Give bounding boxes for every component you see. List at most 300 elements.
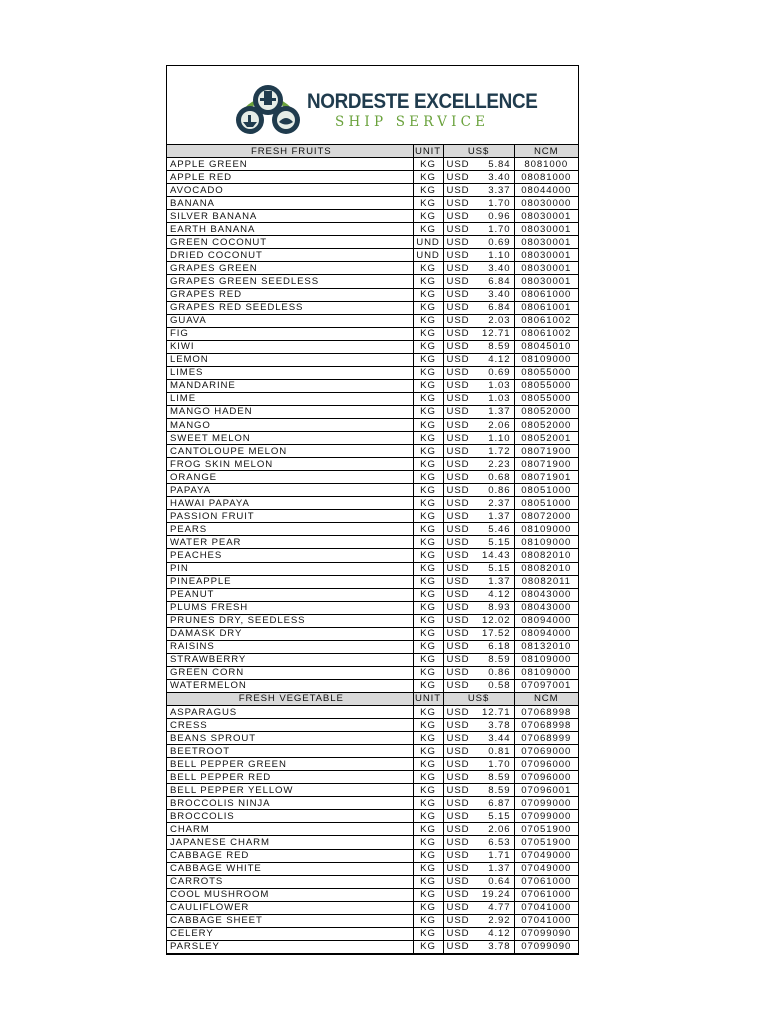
product-name: GRAPES GREEN SEEDLESS [167, 275, 413, 288]
product-ncm: 07068998 [514, 719, 578, 732]
product-unit: KG [413, 484, 443, 497]
product-unit: KG [413, 379, 443, 392]
product-price-cell [443, 353, 514, 366]
price-currency: USD [446, 510, 470, 522]
product-unit: KG [413, 497, 443, 510]
price-amount: 8.59 [488, 341, 511, 353]
table-row [167, 640, 578, 653]
product-name: GREEN COCONUT [167, 236, 413, 249]
product-name: CABBAGE RED [167, 849, 413, 862]
product-unit: KG [413, 184, 443, 197]
column-header-ncm: NCM [514, 692, 578, 705]
product-price-cell [443, 601, 514, 614]
price-currency: USD [446, 393, 470, 405]
product-ncm: 07099090 [514, 927, 578, 940]
price-amount: 1.70 [488, 223, 511, 235]
product-unit: KG [413, 445, 443, 458]
product-ncm: 07049000 [514, 862, 578, 875]
product-name: GUAVA [167, 314, 413, 327]
price-amount: 19.24 [481, 889, 511, 901]
product-unit: KG [413, 732, 443, 745]
price-amount: 1.10 [488, 249, 511, 261]
price-currency: USD [446, 784, 470, 796]
table-row [167, 418, 578, 431]
table-row [167, 197, 578, 210]
table-row [167, 288, 578, 301]
product-unit: KG [413, 171, 443, 184]
price-amount: 12.02 [481, 615, 511, 627]
price-amount: 14.43 [481, 549, 511, 561]
table-row [167, 223, 578, 236]
product-unit: KG [413, 327, 443, 340]
column-header-unit: UNIT [413, 145, 443, 158]
product-name: PEARS [167, 523, 413, 536]
table-row [167, 601, 578, 614]
product-ncm: 07097001 [514, 679, 578, 692]
product-unit: KG [413, 679, 443, 692]
product-name: GRAPES RED SEEDLESS [167, 301, 413, 314]
product-unit: KG [413, 888, 443, 901]
product-unit: KG [413, 927, 443, 940]
product-price-cell [443, 549, 514, 562]
table-row [167, 679, 578, 692]
price-currency: USD [446, 289, 470, 301]
product-unit: KG [413, 797, 443, 810]
table-row [167, 575, 578, 588]
table-row [167, 405, 578, 418]
price-amount: 1.71 [488, 850, 511, 862]
product-ncm: 08055000 [514, 392, 578, 405]
product-name: CABBAGE SHEET [167, 914, 413, 927]
product-name: PINEAPPLE [167, 575, 413, 588]
product-price-cell [443, 210, 514, 223]
product-name: BEETROOT [167, 745, 413, 758]
product-ncm: 08030001 [514, 223, 578, 236]
product-unit: KG [413, 510, 443, 523]
table-row [167, 327, 578, 340]
price-currency: USD [446, 341, 470, 353]
product-price-cell [443, 875, 514, 888]
product-price-cell [443, 914, 514, 927]
product-unit: KG [413, 758, 443, 771]
table-row [167, 706, 578, 719]
product-unit: KG [413, 575, 443, 588]
product-price-cell [443, 432, 514, 445]
product-unit: KG [413, 262, 443, 275]
price-currency: USD [446, 536, 470, 548]
table-row [167, 875, 578, 888]
product-price-cell [443, 379, 514, 392]
product-unit: KG [413, 836, 443, 849]
product-name: COOL MUSHROOM [167, 888, 413, 901]
price-amount: 8.59 [488, 771, 511, 783]
price-amount: 4.77 [488, 902, 511, 914]
price-currency: USD [446, 863, 470, 875]
product-unit: KG [413, 210, 443, 223]
price-amount: 12.71 [481, 328, 511, 340]
product-ncm: 08109000 [514, 653, 578, 666]
price-currency: USD [446, 432, 470, 444]
product-ncm: 07049000 [514, 849, 578, 862]
price-currency: USD [446, 654, 470, 666]
product-price-cell [443, 810, 514, 823]
price-currency: USD [446, 249, 470, 261]
table-row [167, 301, 578, 314]
column-header-unit: UNIT [413, 692, 443, 705]
product-ncm: 08071900 [514, 445, 578, 458]
price-currency: USD [446, 902, 470, 914]
product-ncm: 08045010 [514, 340, 578, 353]
table-row [167, 184, 578, 197]
price-amount: 2.23 [488, 458, 511, 470]
product-price-cell [443, 536, 514, 549]
product-price-cell [443, 836, 514, 849]
price-amount: 2.03 [488, 315, 511, 327]
price-amount: 6.18 [488, 641, 511, 653]
product-unit: KG [413, 614, 443, 627]
product-price-cell [443, 510, 514, 523]
price-currency: USD [446, 445, 470, 457]
price-currency: USD [446, 915, 470, 927]
price-currency: USD [446, 797, 470, 809]
table-row [167, 784, 578, 797]
table-row [167, 249, 578, 262]
product-unit: KG [413, 875, 443, 888]
product-price-cell [443, 784, 514, 797]
price-currency: USD [446, 589, 470, 601]
product-ncm: 08030001 [514, 275, 578, 288]
product-ncm: 08109000 [514, 353, 578, 366]
price-amount: 4.12 [488, 589, 511, 601]
product-ncm: 07096000 [514, 758, 578, 771]
price-currency: USD [446, 771, 470, 783]
product-ncm: 08109000 [514, 666, 578, 679]
product-ncm: 08051000 [514, 497, 578, 510]
product-name: LIMES [167, 366, 413, 379]
section-header-row [167, 145, 578, 158]
product-price-cell [443, 262, 514, 275]
product-unit: UND [413, 236, 443, 249]
product-price-cell [443, 275, 514, 288]
product-name: JAPANESE CHARM [167, 836, 413, 849]
product-price-cell [443, 314, 514, 327]
product-ncm: 08061001 [514, 301, 578, 314]
product-price-cell [443, 197, 514, 210]
product-price-cell [443, 588, 514, 601]
product-unit: KG [413, 706, 443, 719]
product-name: SILVER BANANA [167, 210, 413, 223]
product-unit: KG [413, 823, 443, 836]
price-currency: USD [446, 236, 470, 248]
product-name: PARSLEY [167, 940, 413, 953]
product-name: PIN [167, 562, 413, 575]
price-currency: USD [446, 406, 470, 418]
product-price-cell [443, 484, 514, 497]
section-title: FRESH VEGETABLE [167, 692, 413, 705]
price-currency: USD [446, 680, 470, 692]
table-row [167, 849, 578, 862]
product-unit: KG [413, 418, 443, 431]
product-price-cell [443, 888, 514, 901]
product-name: CAULIFLOWER [167, 901, 413, 914]
product-name: BANANA [167, 197, 413, 210]
table-row [167, 484, 578, 497]
table-row [167, 745, 578, 758]
product-unit: KG [413, 366, 443, 379]
price-amount: 1.37 [488, 576, 511, 588]
product-unit: KG [413, 627, 443, 640]
price-currency: USD [446, 484, 470, 496]
table-row [167, 627, 578, 640]
product-unit: KG [413, 158, 443, 171]
product-name: BELL PEPPER GREEN [167, 758, 413, 771]
product-ncm: 07099000 [514, 797, 578, 810]
product-name: ORANGE [167, 471, 413, 484]
price-currency: USD [446, 823, 470, 835]
table-row [167, 810, 578, 823]
table-row [167, 458, 578, 471]
product-ncm: 08082010 [514, 562, 578, 575]
table-row [167, 275, 578, 288]
product-name: PRUNES DRY, SEEDLESS [167, 614, 413, 627]
price-amount: 2.92 [488, 915, 511, 927]
price-currency: USD [446, 367, 470, 379]
product-unit: KG [413, 301, 443, 314]
price-amount: 1.03 [488, 393, 511, 405]
brand-name: NORDESTE EXCELLENCE [307, 90, 538, 113]
product-price-cell [443, 640, 514, 653]
product-ncm: 08043000 [514, 601, 578, 614]
product-name: STRAWBERRY [167, 653, 413, 666]
product-ncm: 08061002 [514, 327, 578, 340]
product-ncm: 08055000 [514, 366, 578, 379]
product-ncm: 8081000 [514, 158, 578, 171]
price-currency: USD [446, 719, 470, 731]
product-price-cell [443, 849, 514, 862]
product-name: GREEN CORN [167, 666, 413, 679]
product-ncm: 07068999 [514, 732, 578, 745]
product-ncm: 08030001 [514, 236, 578, 249]
product-price-cell [443, 340, 514, 353]
table-row [167, 353, 578, 366]
product-name: HAWAI PAPAYA [167, 497, 413, 510]
product-unit: KG [413, 849, 443, 862]
product-ncm: 07099090 [514, 940, 578, 953]
product-name: PEANUT [167, 588, 413, 601]
price-amount: 17.52 [481, 628, 511, 640]
price-amount: 4.12 [488, 354, 511, 366]
table-row [167, 914, 578, 927]
table-row [167, 771, 578, 784]
product-price-cell [443, 940, 514, 953]
product-ncm: 08030001 [514, 249, 578, 262]
price-amount: 0.69 [488, 236, 511, 248]
product-ncm: 08082010 [514, 549, 578, 562]
table-row [167, 379, 578, 392]
product-unit: KG [413, 432, 443, 445]
product-unit: KG [413, 405, 443, 418]
product-name: EARTH BANANA [167, 223, 413, 236]
product-ncm: 07096000 [514, 771, 578, 784]
table-row [167, 262, 578, 275]
product-unit: KG [413, 588, 443, 601]
price-amount: 12.71 [481, 706, 511, 718]
product-price-cell [443, 471, 514, 484]
product-name: PASSION FRUIT [167, 510, 413, 523]
price-amount: 0.81 [488, 745, 511, 757]
product-name: DRIED COCONUT [167, 249, 413, 262]
product-ncm: 07051900 [514, 823, 578, 836]
product-ncm: 08030000 [514, 197, 578, 210]
product-ncm: 08082011 [514, 575, 578, 588]
product-unit: KG [413, 275, 443, 288]
product-ncm: 08061000 [514, 288, 578, 301]
price-currency: USD [446, 275, 470, 287]
price-currency: USD [446, 889, 470, 901]
price-currency: USD [446, 262, 470, 274]
price-currency: USD [446, 184, 470, 196]
table-row [167, 666, 578, 679]
table-row [167, 836, 578, 849]
price-currency: USD [446, 549, 470, 561]
column-header-ncm: NCM [514, 145, 578, 158]
product-unit: KG [413, 666, 443, 679]
table-row [167, 340, 578, 353]
product-price-cell [443, 171, 514, 184]
price-currency: USD [446, 458, 470, 470]
product-unit: KG [413, 640, 443, 653]
price-amount: 8.93 [488, 602, 511, 614]
price-amount: 1.37 [488, 510, 511, 522]
price-currency: USD [446, 328, 470, 340]
product-ncm: 07041000 [514, 901, 578, 914]
product-name: APPLE RED [167, 171, 413, 184]
price-amount: 6.84 [488, 302, 511, 314]
product-ncm: 08052001 [514, 432, 578, 445]
product-name: PAPAYA [167, 484, 413, 497]
product-ncm: 08055000 [514, 379, 578, 392]
product-name: RAISINS [167, 640, 413, 653]
table-row [167, 536, 578, 549]
price-amount: 6.53 [488, 837, 511, 848]
price-currency: USD [446, 615, 470, 627]
price-amount: 0.68 [488, 471, 511, 483]
price-currency: USD [446, 602, 470, 614]
price-amount: 0.86 [488, 484, 511, 496]
product-price-cell [443, 327, 514, 340]
product-ncm: 08094000 [514, 627, 578, 640]
price-amount: 3.40 [488, 289, 511, 301]
product-ncm: 07061000 [514, 888, 578, 901]
product-name: ASPARAGUS [167, 706, 413, 719]
product-unit: KG [413, 784, 443, 797]
product-name: GRAPES RED [167, 288, 413, 301]
table-row [167, 732, 578, 745]
product-name: CARROTS [167, 875, 413, 888]
price-currency: USD [446, 576, 470, 588]
logo-header [167, 66, 578, 145]
product-price-cell [443, 301, 514, 314]
price-currency: USD [446, 354, 470, 366]
product-name: BELL PEPPER RED [167, 771, 413, 784]
price-amount: 5.46 [488, 523, 511, 535]
nordeste-logo-icon [233, 76, 303, 138]
table-row [167, 445, 578, 458]
product-ncm: 08052000 [514, 418, 578, 431]
product-price-cell [443, 927, 514, 940]
section-header-row [167, 692, 578, 705]
product-name: CELERY [167, 927, 413, 940]
section-title: FRESH FRUITS [167, 145, 413, 158]
product-ncm: 08072000 [514, 510, 578, 523]
table-row [167, 210, 578, 223]
brand-subtitle: SHIP SERVICE [335, 114, 490, 130]
product-unit: KG [413, 223, 443, 236]
product-ncm: 08132010 [514, 640, 578, 653]
product-price-cell [443, 732, 514, 745]
product-price-cell [443, 392, 514, 405]
product-unit: KG [413, 914, 443, 927]
product-name: WATERMELON [167, 679, 413, 692]
price-amount: 5.15 [488, 563, 511, 575]
product-name: BELL PEPPER YELLOW [167, 784, 413, 797]
table-row [167, 823, 578, 836]
table-row [167, 797, 578, 810]
product-price-cell [443, 497, 514, 510]
product-ncm: 07069000 [514, 745, 578, 758]
product-ncm: 08071900 [514, 458, 578, 471]
product-unit: KG [413, 340, 443, 353]
product-unit: KG [413, 523, 443, 536]
price-amount: 5.15 [488, 810, 511, 822]
product-name: MANGO [167, 418, 413, 431]
price-amount: 1.03 [488, 380, 511, 392]
product-ncm: 08071901 [514, 471, 578, 484]
product-ncm: 08052000 [514, 405, 578, 418]
price-amount: 5.15 [488, 536, 511, 548]
price-amount: 6.87 [488, 797, 511, 809]
price-amount: 0.58 [488, 680, 511, 692]
product-name: MANGO HADEN [167, 405, 413, 418]
product-name: CANTOLOUPE MELON [167, 445, 413, 458]
price-table [167, 145, 578, 954]
price-currency: USD [446, 837, 470, 848]
product-price-cell [443, 614, 514, 627]
product-unit: KG [413, 471, 443, 484]
product-price-cell [443, 706, 514, 719]
price-currency: USD [446, 876, 470, 888]
price-currency: USD [446, 158, 470, 170]
price-amount: 3.78 [488, 941, 511, 953]
product-unit: KG [413, 288, 443, 301]
price-amount: 5.84 [488, 158, 511, 170]
price-amount: 4.12 [488, 928, 511, 940]
product-unit: KG [413, 562, 443, 575]
price-amount: 1.72 [488, 445, 511, 457]
table-row [167, 901, 578, 914]
product-unit: KG [413, 536, 443, 549]
price-currency: USD [446, 667, 470, 679]
product-ncm: 07061000 [514, 875, 578, 888]
product-name: GRAPES GREEN [167, 262, 413, 275]
price-currency: USD [446, 745, 470, 757]
price-amount: 3.78 [488, 719, 511, 731]
product-price-cell [443, 562, 514, 575]
price-currency: USD [446, 523, 470, 535]
price-amount: 8.59 [488, 784, 511, 796]
price-currency: USD [446, 941, 470, 953]
product-unit: KG [413, 771, 443, 784]
